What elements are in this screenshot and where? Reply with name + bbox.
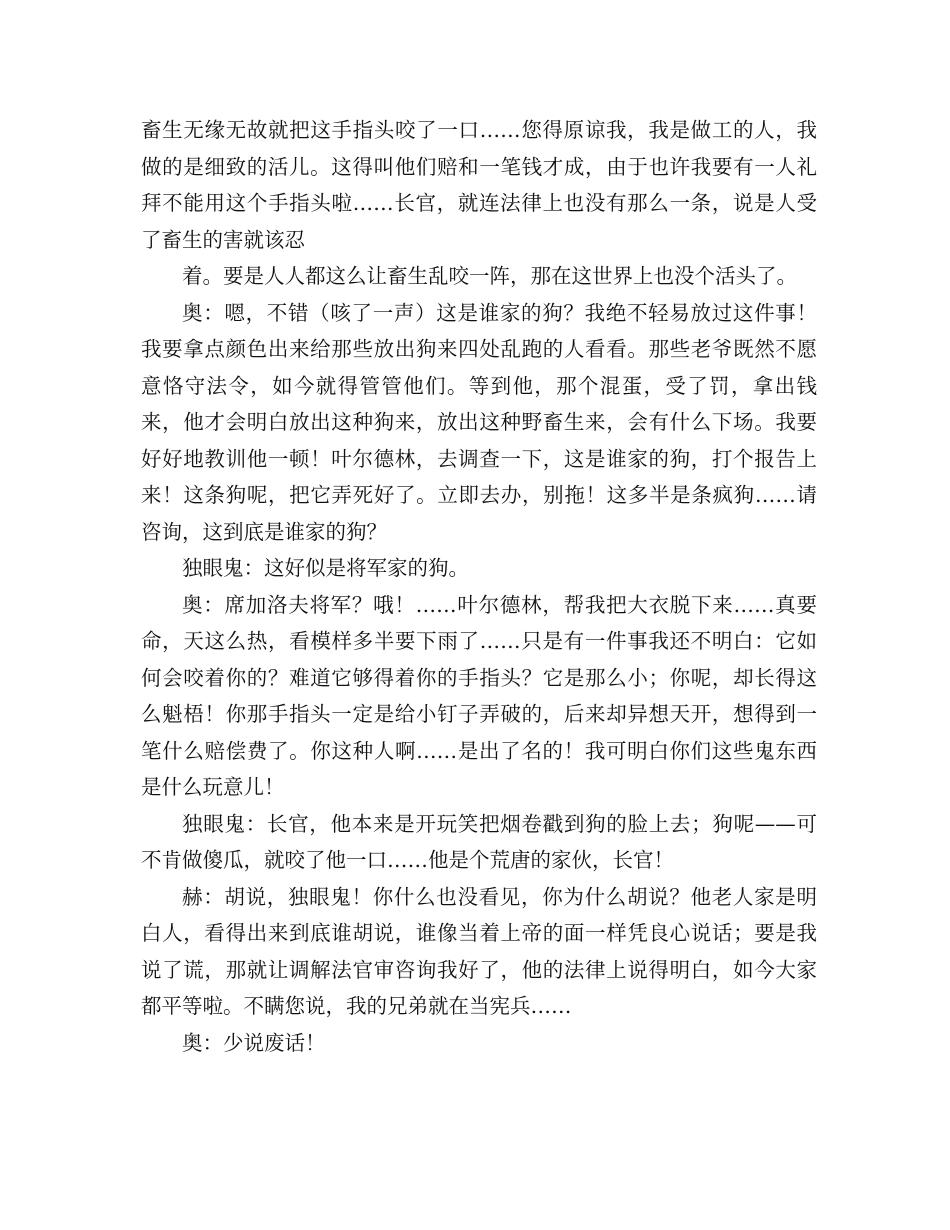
- paragraph-4: 独眼鬼：这好似是将军家的狗。: [182, 556, 469, 580]
- paragraph-8: 奥：少说废话！: [182, 1030, 326, 1055]
- paragraph-3: 奥：嗯，不错（咳了一声）这是谁家的狗？我绝不轻易放过这件事！我要拿点颜色出来给那些放出狗来四处乱跑的人看看。那些老爷既然不愿意恪守法令，如今就得管管他们。等到他，那个混蛋，受了罚，拿出钱来，他才会明白放出这种狗来，放出这种野畜生来，会有什么下场。我要好好地教训他一顿！叶尔德林，去调查一下，这是谁家的狗，打个报告上来！这条狗呢，把它弄死好了。立即去办，别拖！这多半是条疯狗……请咨询，这到底是谁家的狗？: [141, 300, 817, 544]
- paragraph-1: 畜生无缘无故就把这手指头咬了一口……您得原谅我，我是做工的人，我做的是细致的活儿。这得叫他们赔和一笔钱才成，由于也许我要有一人礼拜不能用这个手指头啦……长官，就连法律上也没有那么一条，说是人受了畜生的害就该忍: [141, 118, 817, 252]
- paragraph-7: 赫：胡说，独眼鬼！你什么也没看见，你为什么胡说？他老人家是明白人，看得出来到底谁胡说，谁像当着上帝的面一样凭良心说话；要是我说了谎，那就让调解法官审咨询我好了，他的法律上说得明白，如今大家都平等啦。不瞒您说，我的兄弟就在当宪兵……: [141, 884, 817, 1018]
- paragraph-6: 独眼鬼：长官，他本来是开玩笑把烟卷戳到狗的脸上去；狗呢——可不肯做傻瓜，就咬了他一口……他是个荒唐的家伙，长官！: [141, 811, 817, 872]
- paragraph-5: 奥：席加洛夫将军？哦！……叶尔德林，帮我把大衣脱下来……真要命，天这么热，看模样多半要下雨了……只是有一件事我还不明白：它如何会咬着你的？难道它够得着你的手指头？它是那么小；你呢，却长得这么魁梧！你那手指头一定是给小钉子弄破的，后来却异想天开，想得到一笔什么赔偿费了。你这种人啊……是出了名的！我可明白你们这些鬼东西是什么玩意儿！: [141, 592, 817, 799]
- document-body: [141, 112, 817, 1061]
- paragraph-2: 着。要是人人都这么让畜生乱咬一阵，那在这世界上也没个活头了。: [182, 264, 797, 288]
